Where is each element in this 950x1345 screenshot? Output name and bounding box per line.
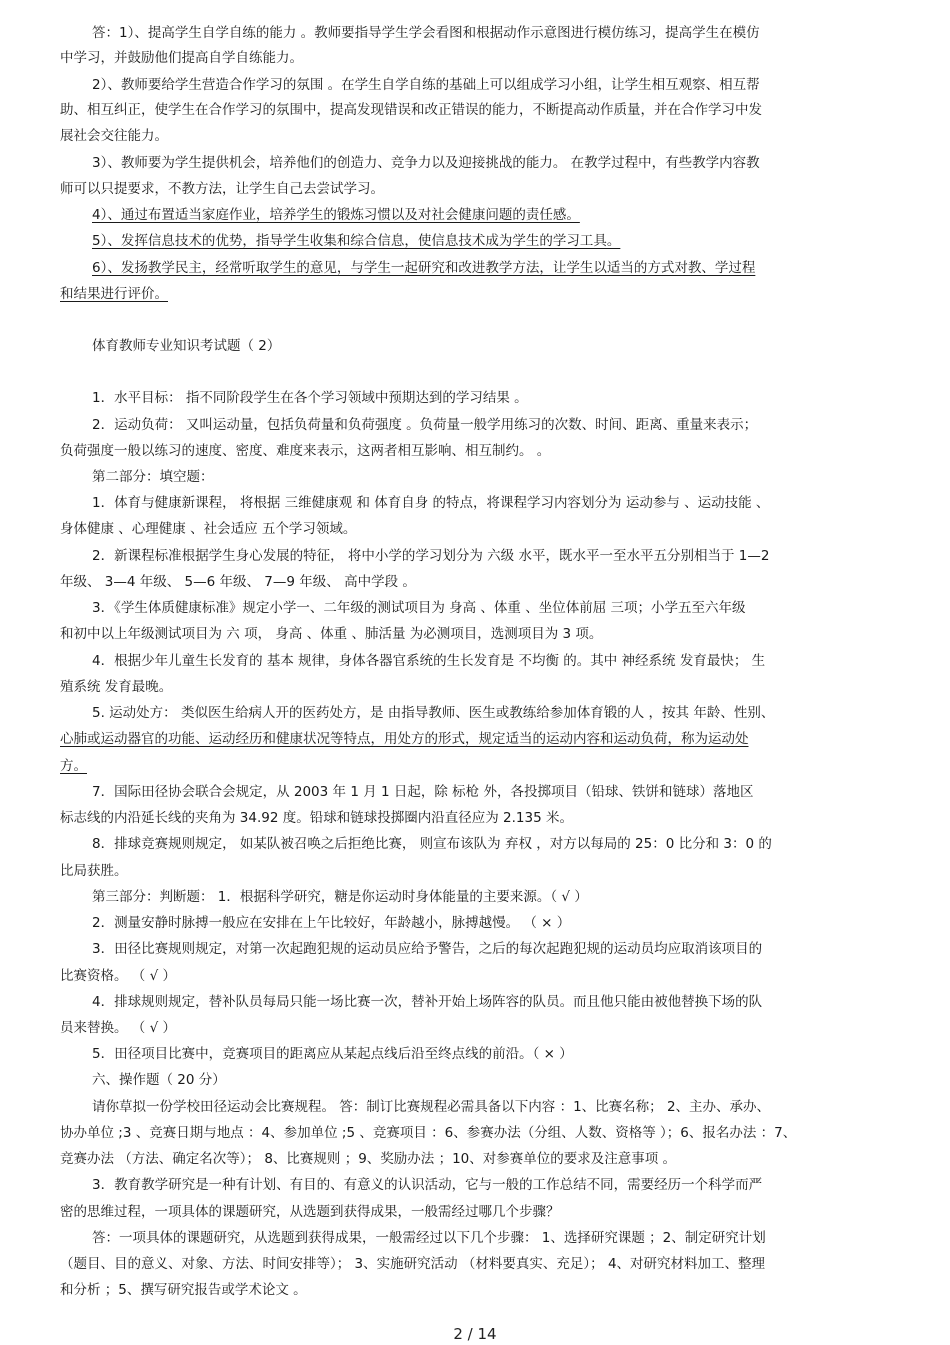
text-line: 1．体育与健康新课程， 将根据 三维健康观 和 体育自身 的特点，将课程学习内容划分为 运动参与 、运动技能 、 (92, 495, 770, 511)
text-line: 6）、发扬教学民主，经常听取学生的意见，与学生一起研究和改进教学方法，让学生以适当的方式对教、学过程 (92, 260, 756, 276)
text-line: 答：1）、提高学生自学自练的能力 。教师要指导学生学会看图和根据动作示意图进行模仿练习，提高学生在模仿 (92, 25, 760, 41)
text-line: 和初中以上年级测试项目为 六 项， 身高 、体重 、肺活量 为必测项目，选测项目为 3 项。 (60, 626, 603, 642)
text-line: （题目、目的意义、对象、方法、时间安排等）； 3、实施研究活动 （材料要真实、充足）； 4、对研究材料加工、整理 (60, 1256, 766, 1272)
text-line: 5．田径项目比赛中，竞赛项目的距离应从某起点线后沿至终点线的前沿。（ × ） (92, 1046, 573, 1062)
text-line: 和结果进行评价。 (60, 286, 168, 302)
text-line: 3．田径比赛规则规定，对第一次起跑犯规的运动员应给予警告，之后的每次起跑犯规的运动员均应取消该项目的 (92, 941, 763, 957)
section-heading: 第二部分：填空题： (92, 469, 214, 485)
text-line: 答：一项具体的课题研究，从选题到获得成果，一般需经过以下几个步骤： 1、选择研究课题 ；2、制定研究计划 (92, 1230, 766, 1246)
text-line: 3．《学生体质健康标准》规定小学一、二年级的测试项目为 身高 、体重 、坐位体前屈 三项；小学五至六年级 (92, 600, 746, 616)
text-line: 请你草拟一份学校田径运动会比赛规程。 答：制订比赛规程必需具备以下内容 ：1、比赛名称； 2、主办、承办、 (92, 1099, 771, 1115)
text-line: 3．教育教学研究是一种有计划、有目的、有意义的认识活动，它与一般的工作总结不同，需要经历一个科学而严 (92, 1177, 763, 1193)
text-line: 展社会交往能力。 (60, 128, 168, 144)
text-line: 2．运动负荷： 又叫运动量，包括负荷量和负荷强度 。负荷量一般学用练习的次数、时间、距离、重量来表示； (92, 417, 758, 433)
text-line: 方。 (60, 758, 87, 774)
text-line: 4．根据少年儿童生长发育的 基本 规律，身体各器官系统的生长发育是 不均衡 的。其中 神经系统 发育最快； 生 (92, 653, 766, 669)
text-line: 员来替换。 （ √ ） (60, 1020, 176, 1036)
text-line: 5）、发挥信息技术的优势，指导学生收集和综合信息，使信息技术成为学生的学习工具。 (92, 233, 621, 249)
text-line: 2）、教师要给学生营造合作学习的氛围 。在学生自学自练的基础上可以组成学习小组，让学生相互观察、相互帮 (92, 77, 760, 93)
page-number: 2 / 14 (453, 1325, 497, 1343)
text-line: 负荷强度一般以练习的速度、密度、难度来表示，这两者相互影响、相互制约。 。 (60, 443, 551, 459)
text-line: 心肺或运动器官的功能、运动经历和健康状况等特点，用处方的形式，规定适当的运动内容和运动负荷，称为运动处 (60, 731, 749, 747)
text-line: 助、相互纠正，使学生在合作学习的氛围中，提高发现错误和改正错误的能力，不断提高动作质量，并在合作学习中发 (60, 102, 762, 118)
text-line: 4．排球规则规定，替补队员每局只能一场比赛一次，替补开始上场阵容的队员。而且他只能由被他替换下场的队 (92, 994, 763, 1010)
text-line: 标志线的内沿延长线的夹角为 34.92 度。铅球和链球投掷圈内沿直径应为 2.135 米。 (60, 810, 573, 826)
section-title: 体育教师专业知识考试题（ 2） (92, 338, 281, 354)
text-line: 3）、教师要为学生提供机会，培养他们的创造力、竞争力以及迎接挑战的能力。 在教学过程中，有些教学内容教 (92, 155, 760, 171)
text-line: 比局获胜。 (60, 863, 128, 879)
text-line: 师可以只提要求，不教方法，让学生自己去尝试学习。 (60, 181, 384, 197)
text-line: 1．水平目标： 指不同阶段学生在各个学习领域中预期达到的学习结果 。 (92, 390, 528, 406)
text-line: 年级、 3—4 年级、 5—6 年级、 7—9 年级、 高中学段 。 (60, 574, 416, 590)
text-line: 协办单位 ;3 、竞赛日期与地点 ：4、参加单位 ;5 、竞赛项目 ：6、参赛办法（分组、人数、资格等 ）；6、报名办法 ：7、 (60, 1125, 797, 1141)
text-line: 比赛资格。 （ √ ） (60, 968, 176, 984)
text-line: 竞赛办法 （方法、确定名次等）； 8、比赛规则 ；9、奖励办法 ；10、对参赛单位的要求及注意事项 。 (60, 1151, 677, 1167)
section-heading: 六、操作题（ 20 分） (92, 1072, 226, 1088)
text-line: 8．排球竞赛规则规定， 如某队被召唤之后拒绝比赛， 则宣布该队为 弃权 ，对方以每局的 25：0 比分和 3：0 的 (92, 836, 772, 852)
text-line: 身体健康 、心理健康 、社会适应 五个学习领域。 (60, 521, 357, 537)
text-line: 和分析 ；5、撰写研究报告或学术论文 。 (60, 1282, 307, 1298)
text-line: 密的思维过程，一项具体的课题研究，从选题到获得成果，一般需经过哪几个步骤？ (60, 1204, 560, 1220)
text-line: 5. 运动处方： 类似医生给病人开的医药处方，是 由指导教师、医生或教练给参加体育锻的人 ，按其 年龄、性别、 (92, 705, 775, 721)
text-line: 4）、通过布置适当家庭作业，培养学生的锻炼习惯以及对社会健康问题的责任感。 (92, 207, 580, 223)
text-line: 7．国际田径协会联合会规定，从 2003 年 1 月 1 日起，除 标枪 外，各投掷项目（铅球、铁饼和链球）落地区 (92, 784, 754, 800)
text-line: 中学习，并鼓励他们提高自学自练能力。 (60, 50, 303, 66)
text-line: 殖系统 发育最晚。 (60, 679, 173, 695)
text-line: 2．测量安静时脉搏一般应在安排在上午比较好，年龄越小，脉搏越慢。 （ × ） (92, 915, 571, 931)
text-line: 2．新课程标准根据学生身心发展的特征， 将中小学的学习划分为 六级 水平，既水平一至水平五分别相当于 1—2 (92, 548, 770, 564)
text-line: 第三部分：判断题： 1．根据科学研究，糖是你运动时身体能量的主要来源。（ √ ） (92, 889, 588, 905)
